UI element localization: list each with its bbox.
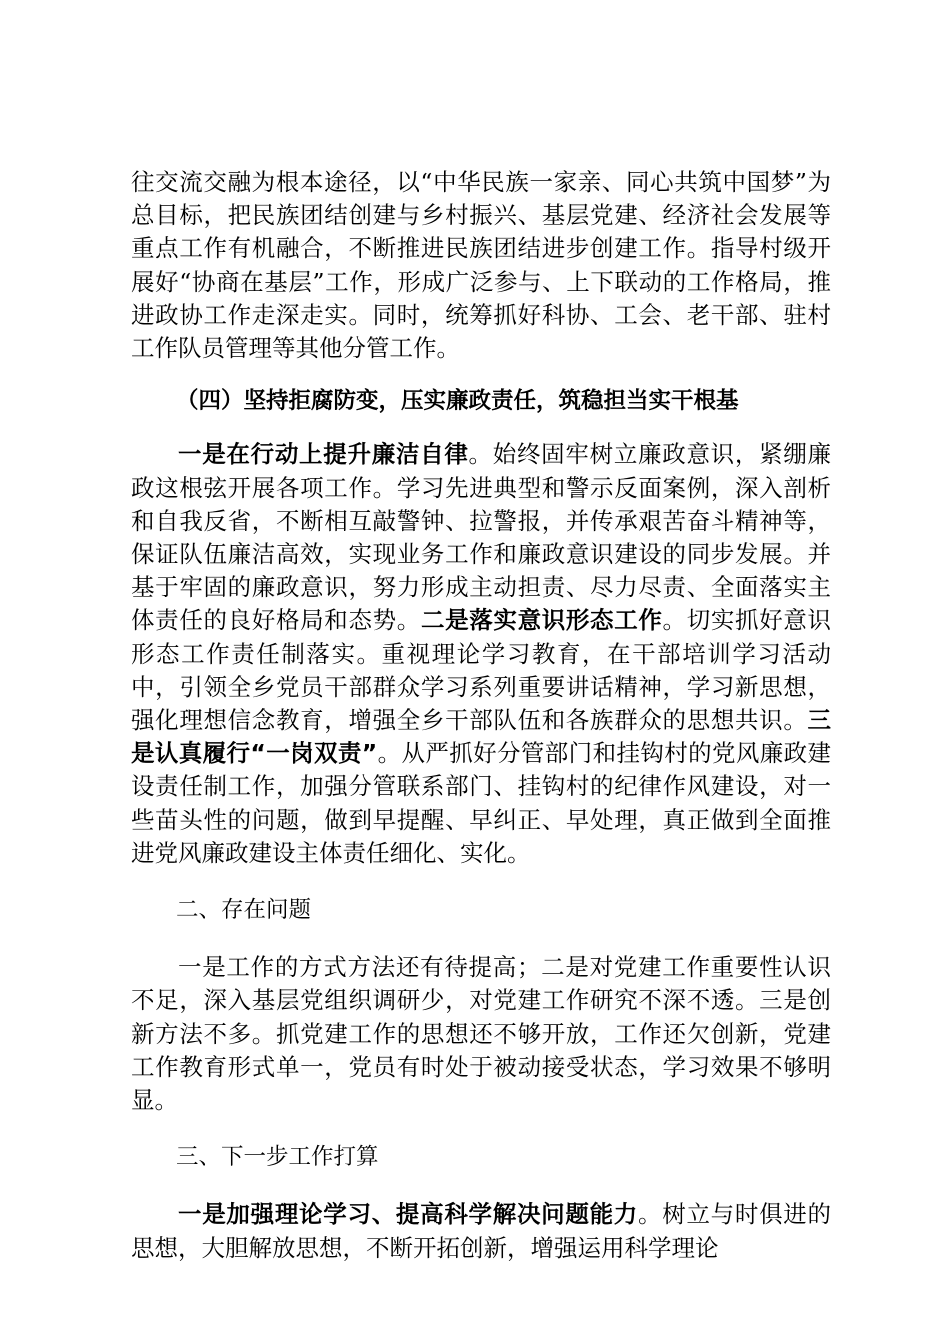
section-heading-next-steps: 三、下一步工作打算 xyxy=(176,1144,379,1171)
document-page xyxy=(131,166,831,1265)
paragraph-integrity xyxy=(131,438,831,870)
bold-lead-next: 一是加强理论学习、提高科学解决问题能力 xyxy=(178,1200,639,1229)
paragraph-text-3: 。从严抓好分管部门和挂钩村的党风廉政建设责任制工作，加强分管联系部门、挂钩村的纪律作风建设，对一些苗头性的问题，做到早提醒、早纠正、早处理，真正做到全面推进党风廉政建设主体责任细化、实化。 xyxy=(131,739,832,867)
paragraph-text-next: 。树立与时俱进的思想，大胆解放思想，不断开拓创新，增强运用科学理论 xyxy=(131,1200,832,1262)
bold-lead-1: 一是在行动上提升廉洁自律 xyxy=(178,440,469,469)
paragraph-ethnic-unity: 往交流交融为根本途径，以“中华民族一家亲、同心共筑中国梦”为总目标，把民族团结创建与乡村振兴、基层党建、经济社会发展等重点工作有机融合，不断推进民族团结进步创建工作。指导村级开展好“协商在基层”工作，形成广泛参与、上下联动的工作格局，推进政协工作走深走实。同时，统筹抓好科协、工会、老干部、驻村工作队员管理等其他分管工作。 xyxy=(131,168,831,363)
subheading-anti-corruption: （四）坚持拒腐防变，压实廉政责任，筑稳担当实干根基 xyxy=(176,388,739,415)
paragraph-text-2: 。切实抓好意识形态工作责任制落实。重视理论学习教育，在干部培训学习活动中，引领全乡党员干部群众学习系列重要讲话精神，学习新思想，强化理想信念教育，增强全乡干部队伍和各族群众的思想共识。 xyxy=(131,606,832,735)
paragraph-text-1: 。始终固牢树立廉政意识，紧绷廉政这根弦开展各项工作。学习先进典型和警示反面案例，深入剖析和自我反省，不断相互敲警钟、拉警报，并传承艰苦奋斗精神等，保证队伍廉洁高效，实现业务工作和廉政意识建设的同步发展。并基于牢固的廉政意识，努力形成主动担责、尽力尽责、全面落实主体责任的良好格局和态势。 xyxy=(131,440,832,635)
bold-lead-2: 二是落实意识形态工作 xyxy=(420,606,663,635)
bold-lead-3: 三是认真履行“一岗双责” xyxy=(131,706,831,768)
paragraph-problems: 一是工作的方式方法还有待提高；二是对党建工作重要性认识不足，深入基层党组织调研少，对党建工作研究不深不透。三是创新方法不多。抓党建工作的思想还不够开放，工作还欠创新，党建工作教育形式单一，党员有时处于被动接受状态，学习效果不够明显。 xyxy=(131,953,831,1115)
paragraph-next-steps xyxy=(131,1198,831,1264)
section-heading-problems: 二、存在问题 xyxy=(176,897,312,924)
